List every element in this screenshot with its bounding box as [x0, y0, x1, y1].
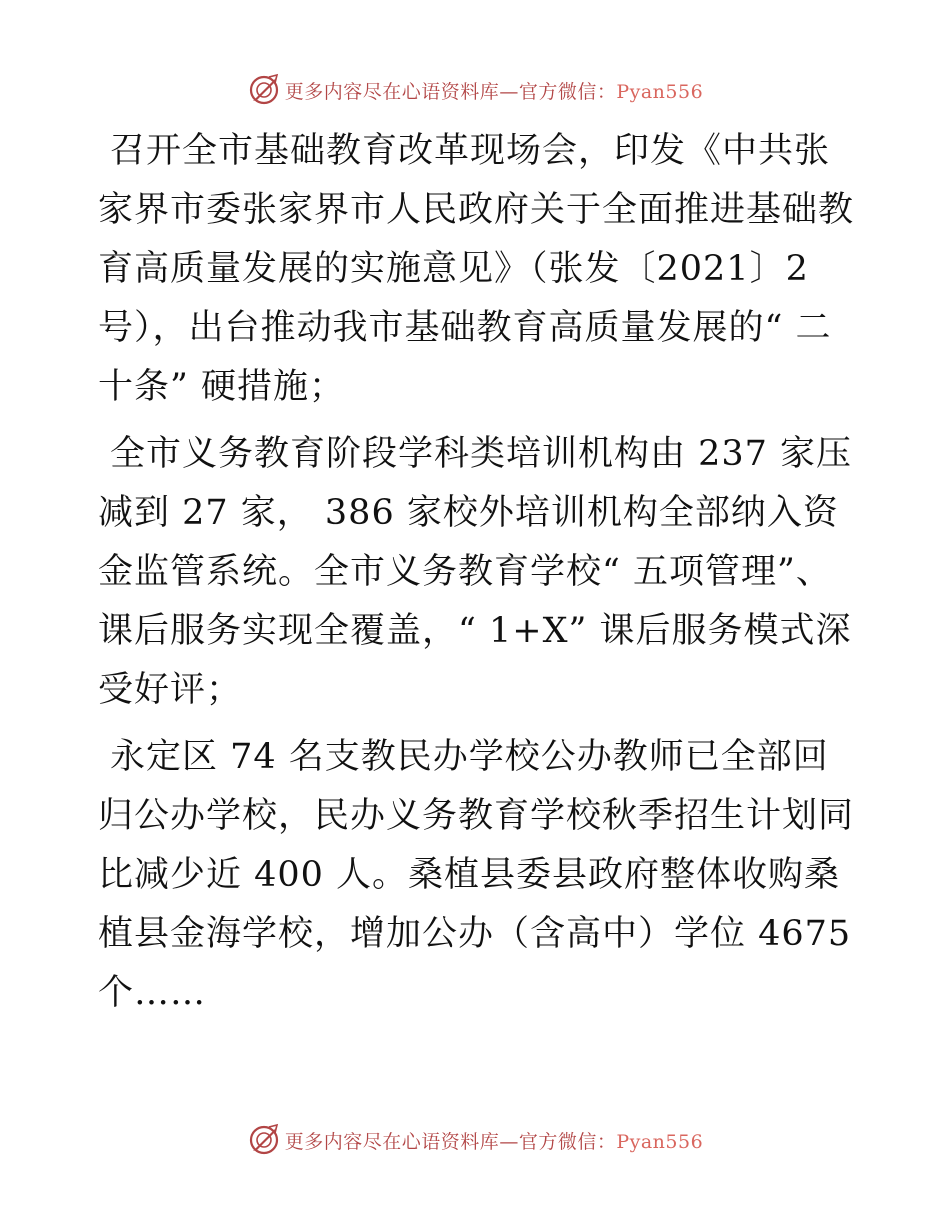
body-text	[98, 122, 858, 1031]
paragraph-training-institutions: 全市义务教育阶段学科类培训机构由 237 家压减到 27 家， 386 家校外培训机构全部纳入资金监管系统。全市义务教育学校“ 五项管理”、课后服务实现全覆盖，“ 1+X” 课后服务模式深受好评；	[98, 434, 853, 710]
paragraph-public-schools: 永定区 74 名支教民办学校公办教师已全部回归公办学校，民办义务教育学校秋季招生计划同比减少近 400 人。桑植县委县政府整体收购桑植县金海学校，增加公办（含高中）学位 4675 个……	[98, 737, 855, 1013]
header-separator: —官方微信：	[499, 80, 617, 103]
quill-logo-icon	[247, 1123, 281, 1157]
header-watermark	[0, 70, 950, 110]
quill-logo-icon	[247, 73, 281, 107]
footer-watermark-text	[285, 1127, 703, 1154]
header-contact: Pyan556	[616, 80, 704, 103]
header-brand: 更多内容尽在心语资料库	[284, 80, 500, 103]
footer-contact: Pyan556	[616, 1130, 704, 1153]
header-watermark-text	[285, 77, 703, 104]
footer-watermark	[0, 1120, 950, 1160]
footer-separator: —官方微信：	[499, 1130, 617, 1153]
paragraph-reform-meeting: 召开全市基础教育改革现场会，印发《中共张家界市委张家界市人民政府关于全面推进基础教育高质量发展的实施意见》（张发〔2021〕2 号），出台推动我市基础教育高质量发展的“ 二十条” 硬措施；	[98, 131, 855, 407]
footer-brand: 更多内容尽在心语资料库	[284, 1130, 500, 1153]
